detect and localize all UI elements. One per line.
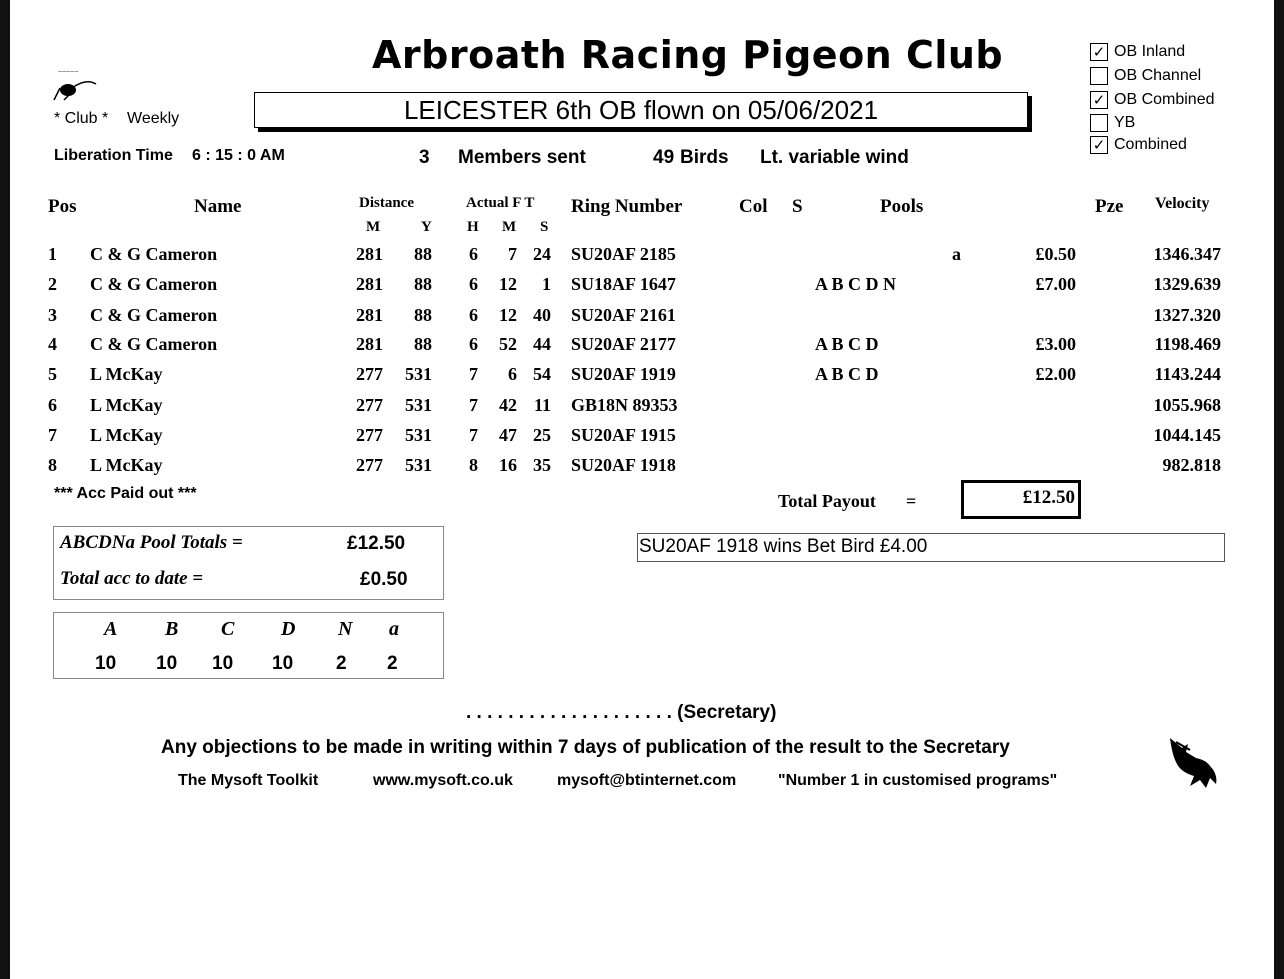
cell-name: L McKay [90, 364, 163, 384]
pool-count: 10 [272, 653, 294, 674]
cell-name: L McKay [90, 455, 163, 475]
pool-letter: N [338, 618, 353, 640]
cell-y: 531 [405, 455, 432, 475]
pool-letter: D [281, 618, 296, 640]
col-seconds: S [540, 219, 549, 235]
liberation-label: Liberation Time [54, 147, 173, 164]
unchecked-box-icon[interactable] [1090, 114, 1108, 132]
cell-min: 16 [499, 455, 517, 475]
pool-letter: a [389, 618, 399, 640]
pool-totals-box [53, 526, 444, 600]
cell-pos: 3 [48, 305, 57, 325]
cell-pools: A B C D N [815, 274, 897, 294]
cell-pools: A B C D [815, 364, 879, 384]
total-payout-value: £12.50 [1022, 487, 1075, 508]
cell-m: 281 [356, 244, 383, 264]
cell-pool_a: a [952, 244, 961, 264]
table-row [10, 334, 1274, 364]
cell-m: 281 [356, 334, 383, 354]
objections-note: Any objections to be made in writing within 7 days of publication of the result to the Secretary [161, 737, 1010, 758]
cell-ring: SU20AF 2177 [571, 334, 676, 354]
cell-h: 6 [469, 274, 478, 294]
col-velocity: Velocity [1155, 195, 1210, 212]
col-pools: Pools [880, 196, 924, 217]
unchecked-box-icon[interactable] [1090, 67, 1108, 85]
cell-velocity: 1044.145 [1153, 425, 1221, 445]
cell-velocity: 1143.244 [1154, 364, 1221, 384]
subtitle-box [254, 92, 1028, 128]
cell-name: L McKay [90, 425, 163, 445]
frequency-label: Weekly [127, 110, 180, 127]
option-ob-channel [1090, 64, 1215, 88]
cell-name: L McKay [90, 395, 163, 415]
cell-pze: £2.00 [1035, 364, 1076, 384]
cell-h: 7 [469, 425, 478, 445]
cell-ring: SU20AF 1915 [571, 425, 676, 445]
cell-min: 6 [508, 364, 517, 384]
cell-m: 277 [356, 364, 383, 384]
cell-pos: 4 [48, 334, 57, 354]
checked-box-icon[interactable]: ✓ [1090, 43, 1108, 61]
cell-min: 42 [499, 395, 517, 415]
cell-name: C & G Cameron [90, 334, 218, 354]
cell-h: 6 [469, 244, 478, 264]
cell-ring: GB18N 89353 [571, 395, 678, 415]
pool-count: 10 [156, 653, 178, 674]
cell-h: 6 [469, 334, 478, 354]
cell-y: 531 [405, 364, 432, 384]
members-count: 3 [419, 147, 430, 168]
cell-y: 88 [414, 334, 432, 354]
option-label: YB [1114, 113, 1136, 131]
acc-to-date-label: Total acc to date = [60, 568, 204, 589]
race-subtitle: LEICESTER 6th OB flown on 05/06/2021 [403, 95, 879, 125]
acc-paid-note: *** Acc Paid out *** [54, 485, 197, 502]
total-payout-equals: = [906, 491, 917, 511]
total-payout-label: Total Payout [778, 491, 876, 511]
cell-pos: 8 [48, 455, 57, 475]
cell-pos: 7 [48, 425, 57, 445]
total-payout-box [961, 480, 1081, 519]
cell-pze: £7.00 [1035, 274, 1076, 294]
cell-min: 52 [499, 334, 517, 354]
cell-s: 44 [533, 334, 551, 354]
col-distance: Distance [359, 195, 414, 211]
checked-box-icon[interactable]: ✓ [1090, 91, 1108, 109]
cell-ring: SU20AF 2161 [571, 305, 676, 325]
cell-h: 6 [469, 305, 478, 325]
race-type-options [1090, 40, 1215, 157]
cell-pze: £0.50 [1035, 244, 1076, 264]
footer-slogan: "Number 1 in customised programs" [778, 772, 1058, 789]
table-row [10, 274, 1274, 304]
cell-s: 25 [533, 425, 551, 445]
cell-velocity: 1329.639 [1153, 274, 1221, 294]
cell-h: 7 [469, 364, 478, 384]
wind-label: Lt. variable wind [760, 147, 909, 168]
col-sex: S [792, 196, 803, 217]
pool-letter: A [104, 618, 118, 640]
page-title: Arbroath Racing Pigeon Club [372, 33, 1004, 77]
cell-m: 277 [356, 425, 383, 445]
option-ob-combined [1090, 88, 1215, 112]
cell-s: 35 [533, 455, 551, 475]
pool-counts-box [53, 612, 444, 679]
pigeon-silhouette-icon [1166, 736, 1220, 796]
footer-website: www.mysoft.co.uk [373, 772, 513, 789]
svg-text:~~~~~: ~~~~~ [58, 69, 79, 76]
col-yards: Y [421, 219, 432, 235]
cell-min: 12 [499, 305, 517, 325]
cell-min: 12 [499, 274, 517, 294]
option-yb [1090, 112, 1215, 133]
checked-box-icon[interactable]: ✓ [1090, 136, 1108, 154]
cell-name: C & G Cameron [90, 274, 218, 294]
cell-velocity: 1055.968 [1153, 395, 1221, 415]
birds-label: Birds [680, 147, 729, 168]
cell-velocity: 982.818 [1162, 455, 1221, 475]
pool-letter: C [221, 618, 235, 640]
option-label: Combined [1114, 136, 1187, 153]
cell-ring: SU20AF 1919 [571, 364, 676, 384]
cell-m: 281 [356, 274, 383, 294]
secretary-dots: . . . . . . . . . . . . . . . . . . . . [466, 702, 672, 723]
col-hours: H [467, 219, 479, 235]
option-ob-inland [1090, 40, 1215, 64]
option-label: OB Combined [1114, 91, 1215, 108]
col-prize: Pze [1095, 196, 1124, 217]
cell-pze: £3.00 [1035, 334, 1076, 354]
table-row [10, 364, 1274, 394]
cell-y: 88 [414, 244, 432, 264]
option-label: OB Inland [1114, 43, 1186, 60]
club-logo-icon [50, 60, 98, 102]
cell-s: 24 [533, 244, 551, 264]
pool-totals-label: ABCDNa Pool Totals = [60, 532, 243, 553]
col-ring: Ring Number [571, 196, 683, 217]
cell-m: 277 [356, 395, 383, 415]
result-sheet [10, 0, 1274, 979]
table-row [10, 395, 1274, 425]
footer-email: mysoft@btinternet.com [557, 772, 737, 789]
cell-s: 40 [533, 305, 551, 325]
col-miles: M [366, 219, 381, 235]
pool-count: 10 [212, 653, 234, 674]
cell-ring: SU20AF 1918 [571, 455, 676, 475]
cell-ring: SU20AF 2185 [571, 244, 676, 264]
col-name: Name [194, 196, 242, 217]
cell-m: 277 [356, 455, 383, 475]
cell-min: 7 [508, 244, 517, 264]
members-label: Members sent [458, 147, 586, 168]
cell-s: 1 [542, 274, 551, 294]
pool-count: 2 [336, 653, 347, 674]
cell-pools: A B C D [815, 334, 879, 354]
option-combined [1090, 133, 1215, 157]
cell-velocity: 1327.320 [1153, 305, 1221, 325]
acc-to-date-value: £0.50 [360, 569, 408, 590]
cell-pos: 1 [48, 244, 57, 264]
pool-letter: B [165, 618, 179, 640]
cell-h: 8 [469, 455, 478, 475]
table-row [10, 244, 1274, 274]
liberation-time: 6 : 15 : 0 AM [192, 147, 285, 164]
cell-m: 281 [356, 305, 383, 325]
pool-totals-value: £12.50 [347, 533, 406, 554]
cell-velocity: 1198.469 [1154, 334, 1221, 354]
option-label: OB Channel [1114, 67, 1202, 84]
cell-y: 531 [405, 425, 432, 445]
table-row [10, 425, 1274, 455]
birds-count: 49 [653, 147, 675, 168]
cell-name: C & G Cameron [90, 244, 218, 264]
cell-pos: 2 [48, 274, 57, 294]
cell-velocity: 1346.347 [1153, 244, 1221, 264]
cell-s: 54 [533, 364, 551, 384]
bet-bird-box [637, 533, 1225, 562]
col-actual: Actual F T [466, 195, 535, 211]
table-row [10, 455, 1274, 485]
cell-name: C & G Cameron [90, 305, 218, 325]
cell-ring: SU18AF 1647 [571, 274, 676, 294]
secretary-signature-line [466, 702, 776, 724]
cell-y: 531 [405, 395, 432, 415]
cell-y: 88 [414, 305, 432, 325]
col-colour: Col [739, 196, 768, 217]
cell-pos: 6 [48, 395, 57, 415]
cell-pos: 5 [48, 364, 57, 384]
secretary-label: (Secretary) [677, 702, 777, 723]
col-pos: Pos [48, 196, 77, 217]
club-label: * Club * [54, 110, 109, 127]
pool-count: 2 [387, 653, 398, 674]
col-minutes: M [502, 219, 517, 235]
cell-min: 47 [499, 425, 517, 445]
footer-toolkit: The Mysoft Toolkit [178, 772, 319, 789]
bet-bird-text: SU20AF 1918 wins Bet Bird £4.00 [639, 536, 928, 557]
cell-h: 7 [469, 395, 478, 415]
cell-s: 11 [533, 395, 551, 415]
pool-count: 10 [95, 653, 117, 674]
cell-y: 88 [414, 274, 432, 294]
table-row [10, 305, 1274, 335]
